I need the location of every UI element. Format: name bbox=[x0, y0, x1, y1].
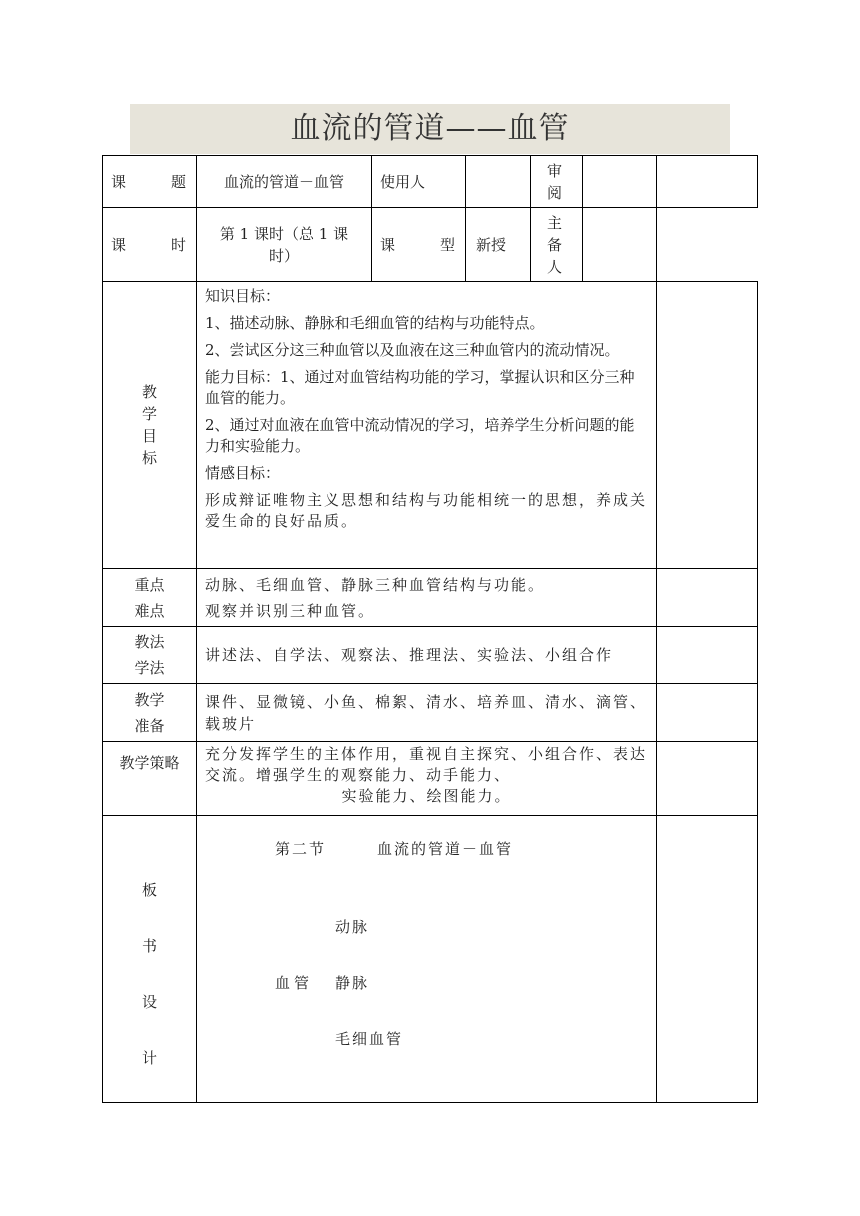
goals-content bbox=[197, 282, 657, 569]
prep-value bbox=[583, 208, 657, 282]
key-point: 动脉、毛细血管、静脉三种血管结构与功能。 bbox=[205, 575, 546, 594]
hours-label-cell bbox=[103, 208, 197, 282]
preparation-side bbox=[657, 684, 758, 742]
row-hours bbox=[103, 208, 758, 282]
user-value bbox=[466, 156, 531, 208]
hours-label-2: 时 bbox=[170, 235, 186, 254]
page-title: 血流的管道——血管 bbox=[290, 111, 570, 146]
strategy-content bbox=[197, 742, 657, 816]
type-label-2: 型 bbox=[439, 235, 455, 254]
keypoints-label: 重点 难点 bbox=[103, 569, 197, 627]
board-content bbox=[197, 816, 657, 1103]
strategy-line-2: 实验能力、绘图能力。 bbox=[341, 787, 512, 805]
goals-side bbox=[657, 282, 758, 569]
methods-side bbox=[657, 627, 758, 684]
strategy-label: 教学策略 bbox=[103, 742, 197, 816]
strategy-side bbox=[657, 742, 758, 816]
keypoints-content bbox=[197, 569, 657, 627]
topic-label-cell bbox=[103, 156, 197, 208]
topic-label-1: 课 bbox=[111, 172, 127, 191]
row-strategy bbox=[103, 742, 758, 816]
difficult-point: 观察并识别三种血管。 bbox=[205, 601, 376, 620]
board-heading: 血流的管道－血管 bbox=[377, 840, 514, 858]
goal-line: 知识目标： bbox=[205, 287, 281, 305]
row-goals bbox=[103, 282, 758, 569]
hours-label-1: 课 bbox=[111, 235, 127, 254]
board-label: 板 书 设 计 bbox=[103, 816, 197, 1103]
preparation-label: 教学 准备 bbox=[103, 684, 197, 742]
goal-line: 1、描述动脉、静脉和毛细血管的结构与功能特点。 bbox=[205, 314, 545, 332]
row-board bbox=[103, 816, 758, 1103]
type-label-cell bbox=[372, 208, 466, 282]
prep-label: 主备人 bbox=[531, 208, 583, 282]
keypoints-side bbox=[657, 569, 758, 627]
goal-line: 2、尝试区分这三种血管以及血液在这三种血管内的流动情况。 bbox=[205, 341, 620, 359]
goals-label: 教 学 目 标 bbox=[103, 282, 197, 569]
goal-line: 能力目标：1、通过对血管结构功能的学习，掌握认识和区分三种血管的能力。 bbox=[205, 368, 635, 407]
methods-label: 教法 学法 bbox=[103, 627, 197, 684]
title-band bbox=[130, 104, 730, 154]
row-keypoints bbox=[103, 569, 758, 627]
row-methods bbox=[103, 627, 758, 684]
topic-value: 血流的管道－血管 bbox=[197, 156, 372, 208]
goal-line: 形成辩证唯物主义思想和结构与功能相统一的思想，养成关爱生命的良好品质。 bbox=[205, 491, 648, 530]
board-section: 第二节 bbox=[275, 840, 327, 858]
methods-content: 讲述法、自学法、观察法、推理法、实验法、小组合作 bbox=[197, 627, 657, 684]
strategy-line-1: 充分发挥学生的主体作用，重视自主探究、小组合作、表达交流。增强学生的观察能力、动手能力、 bbox=[205, 745, 648, 784]
extra-cell bbox=[657, 156, 758, 208]
board-root: 血管 bbox=[275, 974, 314, 992]
board-artery: 动脉 bbox=[335, 918, 370, 936]
review-label: 审阅 bbox=[531, 156, 583, 208]
goal-line: 情感目标： bbox=[205, 464, 281, 482]
type-label-1: 课 bbox=[380, 235, 396, 254]
hours-value: 第 1 课时（总 1 课时） bbox=[197, 208, 372, 282]
row-topic bbox=[103, 156, 758, 208]
board-side bbox=[657, 816, 758, 1103]
type-value: 新授 bbox=[466, 208, 531, 282]
lesson-plan-table bbox=[102, 155, 758, 1103]
preparation-content: 课件、显微镜、小鱼、棉絮、清水、培养皿、清水、滴管、载玻片 bbox=[197, 684, 657, 742]
topic-label-2: 题 bbox=[170, 172, 186, 191]
review-value bbox=[583, 156, 657, 208]
board-capillary: 毛细血管 bbox=[335, 1030, 404, 1048]
goal-line: 2、通过对血液在血管中流动情况的学习，培养学生分析问题的能力和实验能力。 bbox=[205, 416, 635, 455]
board-vein: 静脉 bbox=[335, 974, 370, 992]
user-label: 使用人 bbox=[372, 156, 466, 208]
row-preparation bbox=[103, 684, 758, 742]
